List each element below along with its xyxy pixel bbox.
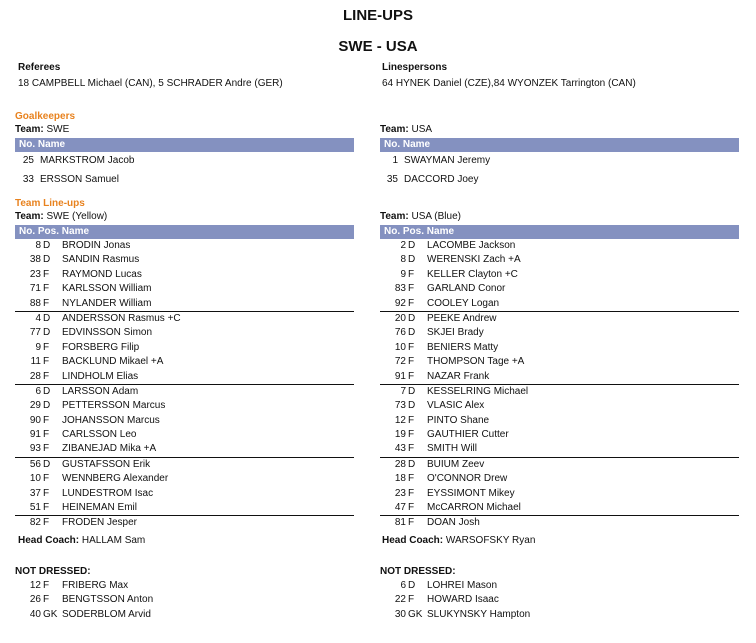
player-position: F	[43, 473, 50, 485]
player-position: F	[43, 370, 50, 382]
gk-right-row	[378, 174, 478, 185]
player-position: F	[43, 283, 50, 295]
gk-left-header: No. Name	[15, 138, 354, 152]
player-row	[380, 579, 739, 593]
lineup-left-header: No. Pos. Name	[15, 225, 354, 239]
player-row	[15, 501, 354, 515]
gk-right-row	[378, 155, 490, 166]
player-name: FRIBERG Max	[62, 580, 129, 591]
player-number: 6	[35, 385, 41, 397]
player-row	[380, 414, 739, 428]
player-row	[380, 608, 739, 622]
team-name: USA (Blue)	[411, 211, 461, 222]
player-row	[380, 472, 739, 486]
player-name: SODERBLOM Arvid	[62, 608, 151, 620]
referees-value: 18 CAMPBELL Michael (CAN), 5 SCHRADER Andre (GER)	[18, 78, 283, 89]
coach-label: Head Coach:	[18, 535, 80, 546]
player-number: 20	[394, 312, 406, 324]
lineup-line	[15, 515, 354, 530]
lineup-line	[380, 311, 739, 384]
player-row	[380, 239, 739, 253]
player-position: F	[43, 429, 50, 441]
referees-label: Referees	[18, 62, 61, 73]
player-name: CARLSSON Leo	[62, 429, 137, 441]
player-row	[15, 385, 354, 399]
player-name: PINTO Shane	[427, 414, 490, 426]
team-label: Team:	[15, 124, 44, 135]
player-row	[15, 487, 354, 501]
player-name: PETTERSSON Marcus	[62, 400, 166, 412]
player-position: F	[408, 594, 415, 606]
player-position: F	[408, 429, 415, 441]
player-number: 12	[394, 414, 406, 426]
player-name: EYSSIMONT Mikey	[427, 487, 515, 499]
player-number: 7	[400, 385, 406, 397]
player-position: F	[408, 487, 415, 499]
player-position: F	[408, 414, 415, 426]
head-coach-right	[382, 535, 535, 546]
player-name: GUSTAFSSON Erik	[62, 458, 151, 470]
player-name: GAUTHIER Cutter	[427, 429, 509, 441]
player-name: McCARRON Michael	[427, 502, 521, 514]
player-number: 8	[400, 254, 406, 266]
coach-name: HALLAM Sam	[81, 535, 146, 546]
player-name: LINDHOLM Elias	[62, 370, 139, 382]
player-position: D	[43, 458, 51, 470]
team-name: USA	[411, 124, 433, 135]
player-number: 38	[29, 254, 41, 266]
player-position: F	[408, 356, 415, 368]
player-row	[380, 370, 739, 384]
player-row	[15, 282, 354, 296]
player-number: 10	[29, 473, 41, 485]
player-name: SLUKYNSKY Hampton	[427, 608, 531, 620]
player-position: F	[43, 356, 50, 368]
player-row	[380, 458, 739, 472]
gk-number: 35	[386, 174, 398, 185]
player-position: D	[43, 254, 51, 266]
gk-number: 33	[22, 174, 34, 185]
linespersons-value: 64 HYNEK Daniel (CZE),84 WYONZEK Tarrington (CAN)	[382, 78, 636, 89]
team-name: SWE (Yellow)	[46, 211, 108, 222]
player-name: BACKLUND Mikael +A	[62, 356, 164, 368]
player-name: EDVINSSON Simon	[62, 327, 153, 339]
player-name: KELLER Clayton +C	[427, 268, 518, 280]
player-name: KESSELRING Michael	[427, 385, 529, 397]
player-position: D	[408, 240, 416, 251]
player-number: 28	[394, 458, 406, 470]
gk-number: 25	[22, 155, 34, 166]
player-row	[15, 442, 354, 456]
player-row	[15, 472, 354, 486]
player-row	[380, 341, 739, 355]
player-position: D	[43, 240, 51, 251]
player-name: SMITH Will	[427, 443, 477, 455]
player-row	[15, 414, 354, 428]
player-number: 2	[400, 240, 406, 251]
player-name: PEEKE Andrew	[427, 312, 497, 324]
team-label: Team:	[380, 211, 409, 222]
not-dressed-right-label: NOT DRESSED:	[380, 566, 456, 577]
player-name: COOLEY Logan	[427, 297, 500, 309]
player-number: 28	[29, 370, 41, 382]
player-row	[380, 297, 739, 311]
player-name: NAZAR Frank	[427, 370, 490, 382]
player-position: D	[408, 458, 416, 470]
player-name: ANDERSSON Rasmus +C	[62, 312, 181, 324]
player-position: D	[408, 312, 416, 324]
gk-left-row	[14, 155, 134, 166]
player-row	[380, 253, 739, 267]
player-name: O'CONNOR Drew	[427, 473, 508, 485]
linespersons-label: Linespersons	[382, 62, 448, 73]
player-name: JOHANSSON Marcus	[62, 414, 160, 426]
player-name: WENNBERG Alexander	[62, 473, 169, 485]
lineup-line	[15, 457, 354, 516]
player-number: 4	[35, 312, 41, 324]
not-dressed-left-list	[15, 579, 354, 622]
player-number: 26	[29, 594, 41, 606]
player-position: F	[43, 268, 50, 280]
coach-name: WARSOFSKY Ryan	[445, 535, 536, 546]
lineup-line	[15, 311, 354, 384]
player-number: 83	[394, 283, 406, 295]
match-title: SWE - USA	[338, 38, 418, 55]
player-row	[380, 487, 739, 501]
player-row	[15, 399, 354, 413]
player-position: F	[43, 414, 50, 426]
player-position: D	[408, 385, 416, 397]
player-row	[380, 282, 739, 296]
player-number: 11	[30, 356, 41, 368]
player-name: NYLANDER William	[62, 297, 152, 309]
player-name: BUIUM Zeev	[427, 458, 485, 470]
gk-left-row	[14, 174, 119, 185]
lineups-section-label: Team Line-ups	[15, 198, 85, 209]
lineup-line	[15, 239, 354, 311]
player-row	[15, 355, 354, 369]
player-row	[380, 593, 739, 607]
player-name: KARLSSON William	[62, 283, 152, 295]
player-number: 82	[29, 517, 41, 529]
gk-name: DACCORD Joey	[404, 174, 479, 185]
player-number: 40	[29, 608, 41, 620]
player-number: 29	[29, 400, 41, 412]
player-number: 92	[394, 297, 406, 309]
player-row	[380, 399, 739, 413]
player-number: 71	[29, 283, 41, 295]
player-number: 47	[394, 502, 406, 514]
player-number: 6	[400, 580, 406, 591]
gk-left-team	[15, 124, 69, 135]
player-position: F	[43, 341, 50, 353]
player-position: D	[408, 254, 416, 266]
player-position: F	[408, 517, 415, 529]
player-name: WERENSKI Zach +A	[427, 254, 521, 266]
player-position: F	[408, 341, 415, 353]
player-number: 22	[394, 594, 406, 606]
player-position: D	[408, 327, 416, 339]
player-number: 12	[29, 580, 41, 591]
lineup-line	[380, 384, 739, 457]
player-name: SKJEI Brady	[427, 327, 484, 339]
player-number: 76	[394, 327, 406, 339]
player-row	[15, 428, 354, 442]
player-position: F	[43, 487, 50, 499]
player-position: D	[43, 385, 51, 397]
player-number: 18	[394, 473, 406, 485]
player-name: ZIBANEJAD Mika +A	[62, 443, 157, 455]
player-position: F	[408, 502, 415, 514]
coach-label: Head Coach:	[382, 535, 444, 546]
player-position: F	[408, 268, 415, 280]
player-number: 51	[29, 502, 41, 514]
player-number: 43	[394, 443, 406, 455]
player-position: F	[43, 443, 50, 455]
page-title: LINE-UPS	[342, 7, 413, 24]
player-name: DOAN Josh	[427, 517, 480, 529]
player-row	[15, 370, 354, 384]
player-name: HOWARD Isaac	[427, 594, 499, 606]
player-name: GARLAND Conor	[427, 283, 506, 295]
player-row	[380, 442, 739, 456]
gk-right-team	[380, 124, 432, 135]
team-label: Team:	[15, 211, 44, 222]
player-position: GK	[43, 608, 58, 620]
not-dressed-right-list	[380, 579, 739, 622]
lineup-right-header: No. Pos. Name	[380, 225, 739, 239]
gk-name: MARKSTROM Jacob	[40, 155, 135, 166]
player-row	[15, 341, 354, 355]
player-name: LUNDESTROM Isac	[62, 487, 154, 499]
player-name: FORSBERG Filip	[62, 341, 140, 353]
player-position: F	[43, 502, 50, 514]
player-row	[15, 239, 354, 253]
player-name: VLASIC Alex	[427, 400, 485, 412]
player-number: 72	[394, 356, 406, 368]
player-row	[15, 579, 354, 593]
player-row	[380, 326, 739, 340]
player-name: SANDIN Rasmus	[62, 254, 140, 266]
player-name: BRODIN Jonas	[62, 240, 131, 251]
lineup-right-team	[380, 211, 461, 222]
player-position: F	[408, 370, 415, 382]
player-position: D	[408, 400, 416, 412]
lineup-line	[380, 457, 739, 516]
player-name: LOHREI Mason	[427, 580, 498, 591]
player-row	[15, 253, 354, 267]
player-row	[15, 326, 354, 340]
gk-name: ERSSON Samuel	[40, 174, 119, 185]
team-name: SWE	[46, 124, 70, 135]
player-row	[15, 458, 354, 472]
player-number: 91	[394, 370, 406, 382]
player-position: F	[408, 443, 415, 455]
gk-number: 1	[392, 155, 398, 166]
player-position: F	[408, 473, 415, 485]
gk-right-header: No. Name	[380, 138, 739, 152]
gk-name: SWAYMAN Jeremy	[404, 155, 491, 166]
goalkeepers-section-label: Goalkeepers	[15, 111, 76, 122]
player-number: 56	[29, 458, 41, 470]
player-number: 90	[29, 414, 41, 426]
player-number: 8	[35, 240, 41, 251]
player-row	[380, 516, 739, 530]
player-position: F	[43, 580, 50, 591]
lineup-left-team	[15, 211, 107, 222]
player-position: F	[43, 517, 50, 529]
player-number: 23	[29, 268, 41, 280]
lineup-line	[380, 515, 739, 530]
player-name: BENIERS Matty	[427, 341, 499, 353]
player-number: 81	[394, 517, 406, 529]
lineup-line	[15, 384, 354, 457]
player-name: THOMPSON Tage +A	[427, 356, 525, 368]
lineup-right-table	[380, 239, 739, 531]
player-position: F	[43, 594, 50, 606]
player-number: 19	[394, 429, 406, 441]
player-row	[15, 268, 354, 282]
player-number: 23	[394, 487, 406, 499]
player-row	[380, 501, 739, 515]
player-number: 37	[29, 487, 41, 499]
player-number: 73	[394, 400, 406, 412]
player-row	[15, 312, 354, 326]
player-number: 93	[29, 443, 41, 455]
player-row	[15, 297, 354, 311]
player-row	[380, 428, 739, 442]
head-coach-left	[18, 535, 145, 546]
player-name: RAYMOND Lucas	[62, 268, 142, 280]
player-position: D	[43, 327, 51, 339]
player-number: 88	[29, 297, 41, 309]
player-number: 10	[394, 341, 406, 353]
player-name: BENGTSSON Anton	[62, 594, 154, 606]
player-number: 77	[29, 327, 41, 339]
player-number: 9	[400, 268, 406, 280]
player-row	[15, 516, 354, 530]
player-number: 9	[35, 341, 41, 353]
lineup-line	[380, 239, 739, 311]
player-name: HEINEMAN Emil	[62, 502, 138, 514]
player-number: 91	[29, 429, 41, 441]
player-name: LACOMBE Jackson	[427, 240, 516, 251]
team-label: Team:	[380, 124, 409, 135]
player-row	[380, 385, 739, 399]
player-position: GK	[408, 608, 423, 620]
player-position: D	[43, 312, 51, 324]
player-position: F	[43, 297, 50, 309]
player-row	[15, 593, 354, 607]
player-row	[380, 312, 739, 326]
player-name: LARSSON Adam	[62, 385, 139, 397]
player-name: FRODEN Jesper	[62, 517, 138, 529]
player-row	[15, 608, 354, 622]
player-position: F	[408, 283, 415, 295]
player-number: 30	[394, 608, 406, 620]
player-row	[380, 268, 739, 282]
player-position: D	[408, 580, 416, 591]
player-position: F	[408, 297, 415, 309]
lineup-left-table	[15, 239, 354, 531]
not-dressed-left-label: NOT DRESSED:	[15, 566, 91, 577]
player-position: D	[43, 400, 51, 412]
player-row	[380, 355, 739, 369]
